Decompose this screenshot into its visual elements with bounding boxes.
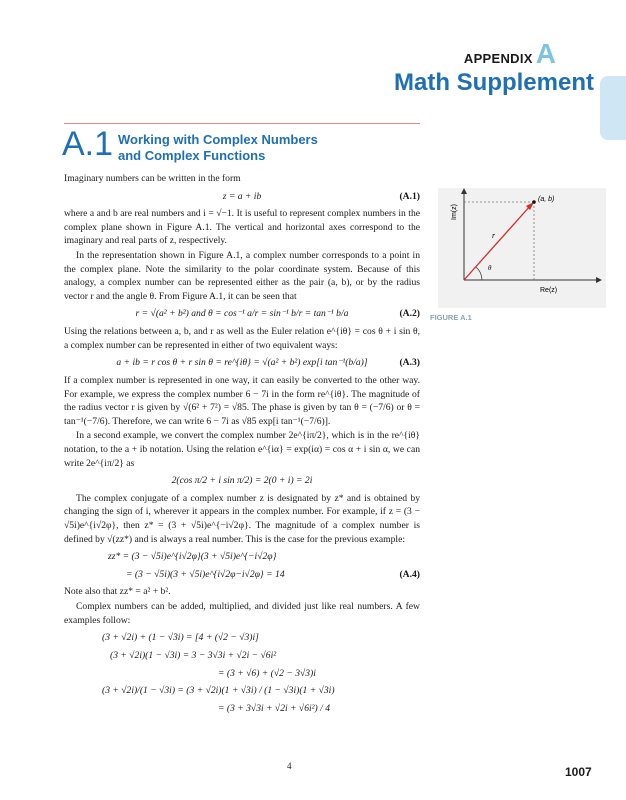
- equation-product-line1: [64, 649, 420, 663]
- angle-label: θ: [488, 264, 492, 272]
- appendix-word: APPENDIX: [463, 51, 533, 66]
- figure-caption: FIGURE A.1: [430, 313, 472, 322]
- equation-text: (3 + √2i) + (1 − √3i) = [4 + (√2 − √3)i]: [102, 632, 259, 644]
- equation-number: (A.4): [399, 568, 420, 580]
- section-rule: [64, 123, 420, 124]
- equation-text: = (3 − √5i)(3 + √5i)e^{i√2φ−i√2φ} = 14: [126, 568, 285, 580]
- paragraph: Complex numbers can be added, multiplied, and divided just like real numbers. A few examples follow:: [64, 601, 420, 626]
- section-number: A.1: [62, 125, 114, 163]
- equation-a3: [64, 356, 420, 370]
- paragraph: The complex conjugate of a complex number z is designated by z* and is obtained by changing the sign of i, wherever it appears in the complex number. For example, if z = (3 − √5i)e^{i√2φ}, then z* = (3 + √5i)e^{−i√2φ}. The magnitude of a complex number is defined by √(zz*) and is always a real number. This is the case for the previous example:: [64, 492, 420, 545]
- y-axis-label: Im(z): [451, 204, 458, 220]
- page-number: 1007: [565, 765, 592, 779]
- x-axis-label: Re(z): [540, 287, 558, 294]
- equation-text: z = a + ib: [222, 190, 262, 202]
- real-axis-arrowhead: [596, 277, 602, 283]
- point-marker: [532, 200, 536, 204]
- equation-text: 2(cos π/2 + i sin π/2) = 2(0 + i) = 2i: [171, 475, 313, 487]
- equation-text: = (3 + 3√3i + √2i + √6i²) / 4: [218, 702, 330, 714]
- point-label: (a, b): [538, 196, 555, 203]
- complex-plane-figure: [438, 188, 606, 308]
- section-title-line1: Working with Complex Numbers: [118, 132, 318, 147]
- radius-label: r: [492, 231, 496, 240]
- paragraph: Imaginary numbers can be written in the form: [64, 173, 241, 184]
- complex-plane-diagram: [438, 188, 606, 308]
- angle-arc: [476, 267, 482, 280]
- equation-a4-line2: [64, 568, 420, 582]
- section-title: [118, 132, 318, 163]
- equation-text: r = √(a² + b²) and θ = cos⁻¹ a/r = sin⁻¹ b/r = tan⁻¹ b/a: [135, 308, 349, 320]
- paragraph: In a second example, we convert the complex number 2e^{iπ/2}, which is in the re^{iθ} notation, to the a + ib notation. Using the relation e^{iα} = exp(iα) = cos α + i sin α, we can write 2e^{iπ/2} as: [64, 430, 420, 469]
- chapter-tab: [600, 76, 626, 140]
- body-column: [64, 172, 420, 719]
- equation-text: (3 + √2i)/(1 − √3i) = (3 + √2i)(1 + √3i) / (1 − √3i)(1 + √3i): [102, 685, 335, 697]
- equation-a2: [64, 307, 420, 321]
- fraction-denominator: 4: [287, 761, 292, 771]
- equation-number: (A.2): [399, 308, 420, 320]
- equation-number: (A.1): [399, 190, 420, 202]
- equation-example: [64, 474, 420, 488]
- paragraph: where a and b are real numbers and i = √−1. It is useful to represent complex numbers in the complex plane shown in Figure A.1. The vertical and horizontal axes correspond to the imaginary and real parts of z, respectively.: [64, 208, 420, 247]
- equation-a4-line1: [64, 550, 420, 564]
- equation-number: (A.3): [399, 357, 420, 369]
- radius-vector: [464, 205, 531, 280]
- equation-a1: [64, 190, 420, 204]
- equation-quotient-line1: [64, 684, 420, 698]
- paragraph: Note also that zz* = a² + b².: [64, 586, 171, 598]
- paragraph: In the representation shown in Figure A.1, a complex number corresponds to a point in the complex plane. Note the similarity to the polar coordinate system. Because of this analogy, a complex number can be represented either as the pair (a, b), or by the radius vector r and the angle θ. From Figure A.1, it can be seen that: [64, 250, 420, 302]
- equation-text: a + ib = r cos θ + r sin θ = re^{iθ} = √(a² + b²) exp[i tan⁻¹(b/a)]: [116, 357, 368, 369]
- section-title-line2: and Complex Functions: [118, 147, 266, 163]
- equation-text: (3 + √2i)(1 − √3i) = 3 − 3√3i + √2i − √6i²: [110, 649, 277, 661]
- paragraph: If a complex number is represented in one way, it can easily be converted to the other way. For example, we express the complex number 6 − 7i in the form re^{iθ}. The magnitude of the radius vector r is given by √(6² + 7²) = √85. The phase is given by tan θ = (−7/6) or θ = tan⁻¹(−7/6). Therefore, we can write 6 − 7i as √85 exp[i tan⁻¹(−7/6)].: [64, 374, 420, 427]
- equation-text: zz* = (3 − √5i)e^{i√2φ}(3 + √5i)e^{−i√2φ}: [108, 551, 277, 563]
- appendix-letter: A: [535, 38, 556, 69]
- paragraph: Using the relations between a, b, and r as well as the Euler relation e^{iθ} = cos θ + i sin θ, a complex number can be represented in either of two equivalent ways:: [64, 326, 420, 351]
- chapter-title: Math Supplement: [393, 69, 594, 96]
- equation-quotient-line2: [64, 702, 420, 716]
- imaginary-axis-arrowhead: [461, 188, 467, 194]
- equation-sum: [64, 631, 420, 645]
- equation-text: = (3 + √6) + (√2 − 3√3)i: [218, 667, 316, 679]
- equation-product-line2: [64, 667, 420, 681]
